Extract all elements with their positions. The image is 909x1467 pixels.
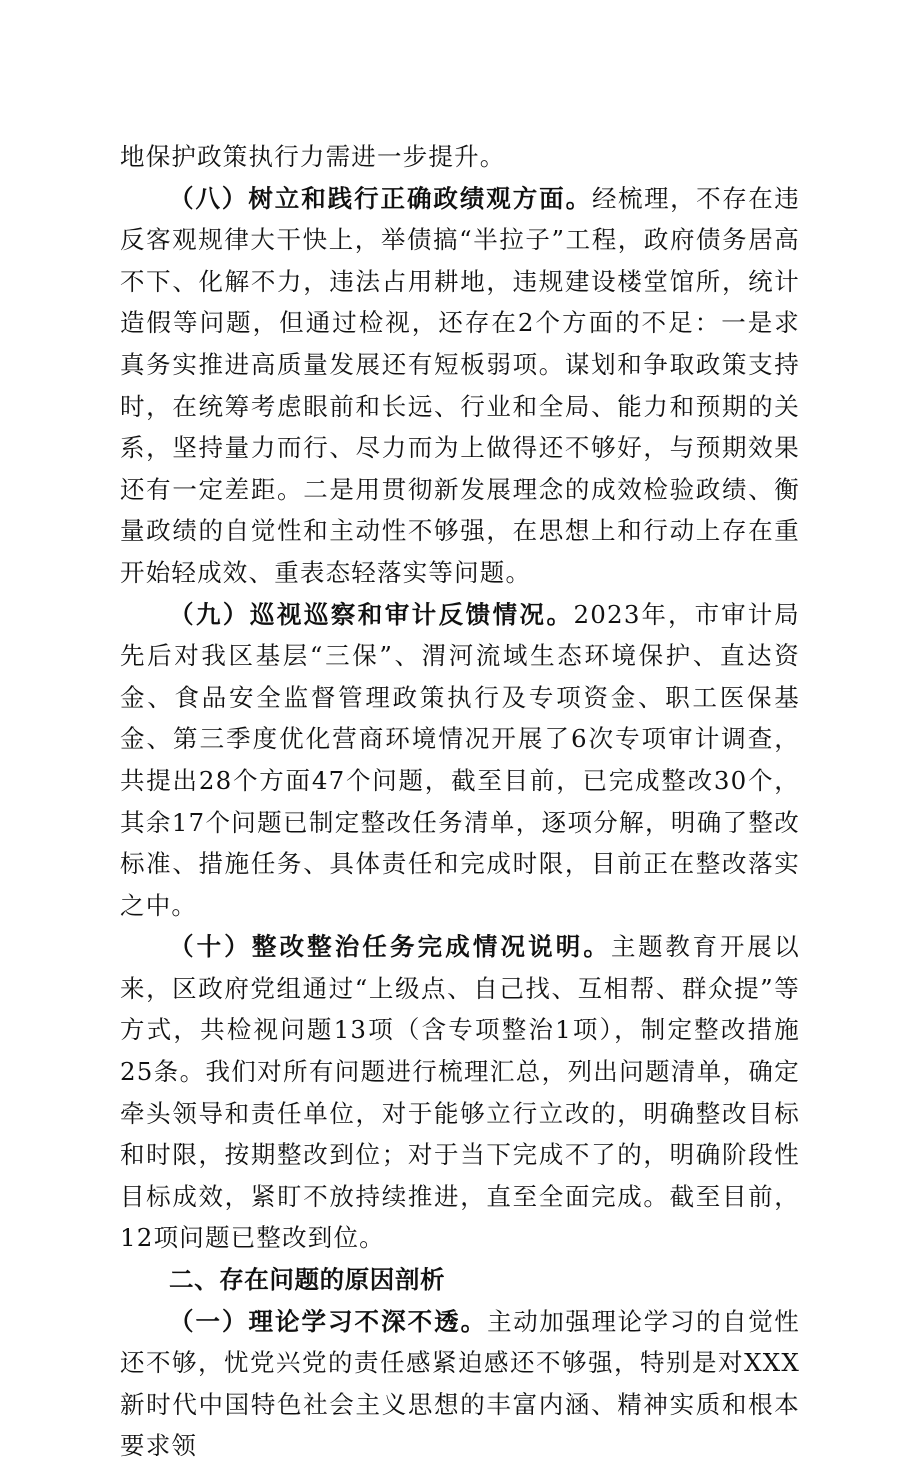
paragraph-lead: （一）理论学习不深不透。: [169, 1306, 488, 1336]
paragraph-section-9: [120, 594, 800, 927]
paragraph-cause-1: [120, 1301, 800, 1467]
section-heading: 二、存在问题的原因剖析: [169, 1265, 446, 1295]
paragraph-text: 经梳理，不存在违反客观规律大干快上，举债搞“半拉子”工程，政府债务居高不下、化解不力，违法占用耕地，违规建设楼堂馆所，统计造假等问题，但通过检视，还存在2个方面的不足：一是求真务实推进高质量发展还有短板弱项。谋划和争取政策支持时，在统筹考虑眼前和长远、行业和全局、能力和预期的关系，坚持量力而行、尽力而为上做得还不够好，与预期效果还有一定差距。二是用贯彻新发展理念的成效检验政绩、衡量政绩的自觉性和主动性不够强，在思想上和行动上存在重开始轻成效、重表态轻落实等问题。: [120, 183, 800, 587]
document-body: [120, 136, 800, 1467]
paragraph-text: 主动加强理论学习的自觉性还不够，忧党兴党的责任感紧迫感还不够强，特别是对XXX新时代中国特色社会主义思想的丰富内涵、精神实质和根本要求领: [120, 1306, 800, 1461]
paragraph-text: 2023年，市审计局先后对我区基层“三保”、渭河流域生态环境保护、直达资金、食品安全监督管理政策执行及专项资金、职工医保基金、第三季度优化营商环境情况开展了6次专项审计调查，共提出28个方面47个问题，截至目前，已完成整改30个，其余17个问题已制定整改任务清单，逐项分解，明确了整改标准、措施任务、具体责任和完成时限，目前正在整改落实之中。: [120, 599, 801, 920]
paragraph-text: 地保护政策执行力需进一步提升。: [120, 142, 506, 171]
paragraph-continuation: [120, 136, 800, 178]
paragraph-text: 主题教育开展以来，区政府党组通过“上级点、自己找、互相帮、群众提”等方式，共检视问题13项（含专项整治1项），制定整改措施25条。我们对所有问题进行梳理汇总，列出问题清单，确定牵头领导和责任单位，对于能够立行立改的，明确整改目标和时限，按期整改到位；对于当下完成不了的，明确阶段性目标成效，紧盯不放持续推进，直至全面完成。截至目前，12项问题已整改到位。: [120, 932, 800, 1253]
paragraph-section-10: [120, 926, 800, 1259]
paragraph-lead: （九）巡视巡察和审计反馈情况。: [169, 599, 574, 629]
paragraph-section-8: [120, 178, 800, 594]
paragraph-lead: （十）整改整治任务完成情况说明。: [169, 932, 611, 962]
paragraph-lead: （八）树立和践行正确政绩观方面。: [169, 183, 593, 213]
